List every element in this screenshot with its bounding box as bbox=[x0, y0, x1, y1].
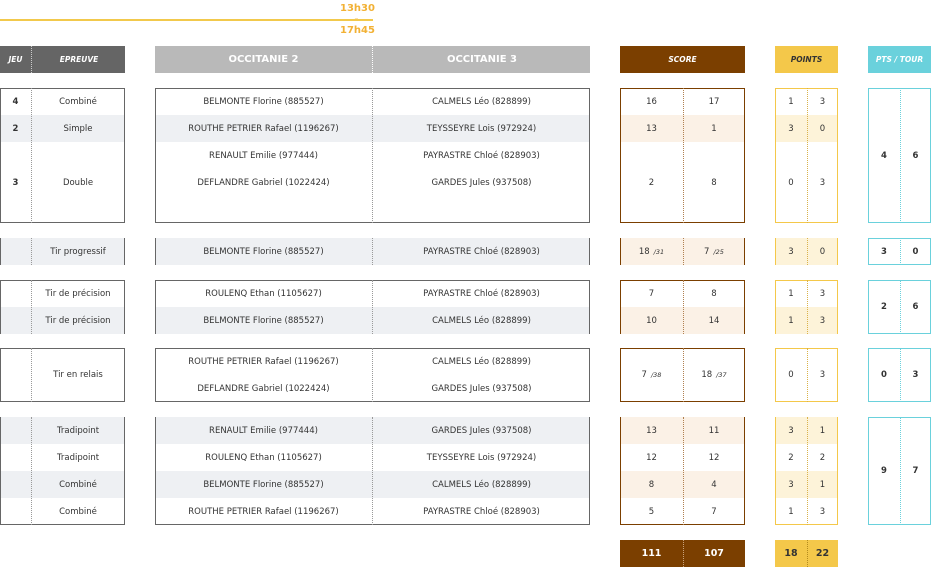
score-number: 17 bbox=[708, 96, 720, 107]
score-number: 16 bbox=[646, 96, 657, 107]
score-number: 12 bbox=[646, 452, 657, 463]
score-number: 18 bbox=[701, 370, 713, 380]
pts-tour-b: 0 bbox=[912, 246, 919, 257]
points-a: 0 bbox=[788, 177, 794, 188]
table-row bbox=[0, 307, 936, 334]
column-divider bbox=[31, 417, 32, 525]
score-value bbox=[620, 169, 683, 196]
points-a: 1 bbox=[788, 506, 794, 517]
score-value bbox=[620, 417, 683, 444]
points-b: 0 bbox=[819, 123, 826, 134]
player-a: RENAULT Emilie (977444) bbox=[209, 425, 318, 436]
epreuve-label: Tir en relais bbox=[53, 370, 103, 380]
score-value bbox=[683, 169, 745, 196]
score-value bbox=[683, 115, 745, 142]
pts-tour-a: 4 bbox=[881, 150, 887, 161]
score-value bbox=[683, 280, 745, 307]
score-value bbox=[683, 307, 745, 334]
player-b: PAYRASTRE Chloé (828903) bbox=[423, 506, 540, 517]
score-number: 4 bbox=[711, 479, 717, 490]
pts-tour-b: 7 bbox=[912, 466, 919, 476]
player-b-1: CALMELS Léo (828899) bbox=[432, 356, 531, 367]
player-b: TEYSSEYRE Lois (972924) bbox=[426, 452, 537, 463]
points-b: 3 bbox=[819, 315, 826, 326]
header-epreuve: EPREUVE bbox=[59, 55, 99, 64]
header-score: SCORE bbox=[620, 46, 745, 73]
player-a: ROUTHE PETRIER Rafael (1196267) bbox=[188, 506, 339, 517]
score-value bbox=[620, 348, 683, 402]
header-teams bbox=[155, 46, 590, 73]
score-value bbox=[620, 307, 683, 334]
pts-tour-b: 3 bbox=[912, 370, 919, 380]
player-a: BELMONTE Florine (885527) bbox=[203, 315, 324, 326]
score-value bbox=[683, 498, 745, 525]
table-row bbox=[0, 115, 936, 142]
points-b: 3 bbox=[819, 177, 826, 188]
column-divider bbox=[372, 238, 373, 265]
player-b: CALMELS Léo (828899) bbox=[432, 479, 531, 490]
points-a: 3 bbox=[788, 123, 794, 134]
total-score bbox=[620, 540, 745, 567]
player-a-2: DEFLANDRE Gabriel (1022424) bbox=[197, 383, 330, 394]
epreuve-label: Tir progressif bbox=[50, 246, 106, 257]
header-jeu-epreuve bbox=[0, 46, 125, 73]
points-b: 3 bbox=[819, 370, 826, 380]
time-slot: 13h30 17h45 bbox=[340, 3, 375, 36]
table-row bbox=[0, 142, 936, 223]
epreuve-label: Tir de précision bbox=[45, 288, 111, 299]
column-divider bbox=[31, 88, 32, 223]
points-b: 3 bbox=[819, 288, 826, 299]
score-total: /25 bbox=[713, 247, 724, 256]
player-a: ROULENQ Ethan (1105627) bbox=[205, 452, 322, 463]
epreuve-label: Tir de précision bbox=[45, 315, 111, 326]
points-a: 0 bbox=[788, 370, 794, 380]
jeu-number: 4 bbox=[12, 96, 19, 107]
epreuve-label: Tradipoint bbox=[56, 452, 100, 463]
score-number: 13 bbox=[646, 425, 657, 436]
points-b: 1 bbox=[819, 479, 826, 490]
pts-tour-b: 6 bbox=[912, 302, 919, 312]
player-a: ROULENQ Ethan (1105627) bbox=[205, 288, 322, 299]
score-value bbox=[620, 115, 683, 142]
player-b: PAYRASTRE Chloé (828903) bbox=[423, 288, 540, 299]
total-score-b: 107 bbox=[704, 548, 724, 559]
score-value bbox=[620, 88, 683, 115]
table-row bbox=[0, 238, 936, 265]
column-divider bbox=[372, 280, 373, 334]
header-jeu: JEU bbox=[8, 55, 23, 64]
table-row bbox=[0, 88, 936, 115]
table-row bbox=[0, 348, 936, 402]
header-team-a: OCCITANIE 2 bbox=[228, 54, 299, 65]
header-team-b: OCCITANIE 3 bbox=[446, 54, 518, 65]
player-a: BELMONTE Florine (885527) bbox=[203, 246, 324, 257]
score-number: 8 bbox=[711, 288, 717, 299]
column-divider bbox=[683, 417, 684, 525]
header-pts-tour: PTS / TOUR bbox=[868, 46, 931, 73]
epreuve-label: Combiné bbox=[59, 479, 97, 490]
column-divider bbox=[372, 348, 373, 402]
score-number: 7 bbox=[704, 246, 710, 257]
epreuve-label: Tradipoint bbox=[56, 425, 100, 436]
player-b-1: PAYRASTRE Chloé (828903) bbox=[423, 150, 540, 161]
score-value bbox=[620, 238, 683, 265]
player-b: PAYRASTRE Chloé (828903) bbox=[423, 246, 540, 257]
column-divider bbox=[683, 238, 684, 265]
column-divider bbox=[807, 280, 808, 334]
column-divider bbox=[683, 348, 684, 402]
points-a: 3 bbox=[788, 425, 794, 436]
score-number: 7 bbox=[711, 506, 717, 517]
score-number: 12 bbox=[708, 452, 720, 463]
column-divider bbox=[683, 88, 684, 223]
column-divider bbox=[372, 88, 373, 223]
column-divider bbox=[807, 88, 808, 223]
player-a: BELMONTE Florine (885527) bbox=[203, 479, 324, 490]
total-points-b: 22 bbox=[815, 548, 830, 559]
score-value bbox=[683, 471, 745, 498]
player-a-2: DEFLANDRE Gabriel (1022424) bbox=[197, 177, 330, 188]
pts-tour-a: 0 bbox=[881, 370, 887, 380]
points-b: 3 bbox=[819, 506, 826, 517]
player-a: BELMONTE Florine (885527) bbox=[203, 96, 324, 107]
table-row bbox=[0, 498, 936, 525]
time-slot-underline bbox=[0, 19, 373, 21]
player-a-1: ROUTHE PETRIER Rafael (1196267) bbox=[188, 356, 339, 367]
score-value bbox=[683, 444, 745, 471]
column-divider bbox=[31, 238, 32, 265]
score-total: /38 bbox=[650, 371, 662, 379]
player-b: TEYSSEYRE Lois (972924) bbox=[426, 123, 537, 134]
player-b: GARDES Jules (937508) bbox=[431, 425, 532, 436]
score-value bbox=[620, 498, 683, 525]
score-value bbox=[620, 471, 683, 498]
column-divider bbox=[807, 417, 808, 525]
score-value bbox=[683, 417, 745, 444]
column-divider bbox=[31, 348, 32, 402]
table-row bbox=[0, 280, 936, 307]
score-value bbox=[683, 348, 745, 402]
points-b: 1 bbox=[819, 425, 826, 436]
player-a-1: RENAULT Emilie (977444) bbox=[209, 150, 318, 161]
score-value bbox=[683, 238, 745, 265]
pts-tour-a: 2 bbox=[881, 302, 887, 312]
points-a: 1 bbox=[788, 288, 794, 299]
table-row bbox=[0, 417, 936, 444]
score-number: 2 bbox=[648, 177, 655, 188]
score-number: 7 bbox=[648, 288, 655, 299]
score-total: /31 bbox=[653, 247, 665, 256]
score-number: 1 bbox=[711, 123, 717, 134]
score-number: 7 bbox=[641, 370, 647, 380]
score-value bbox=[620, 280, 683, 307]
column-divider bbox=[807, 348, 808, 402]
jeu-number: 2 bbox=[12, 123, 19, 134]
jeu-number: 3 bbox=[12, 177, 19, 188]
score-number: 14 bbox=[708, 315, 720, 326]
column-divider bbox=[807, 238, 808, 265]
player-b-2: GARDES Jules (937508) bbox=[431, 177, 532, 188]
column-divider bbox=[683, 280, 684, 334]
points-a: 3 bbox=[788, 246, 794, 257]
points-b: 0 bbox=[819, 246, 826, 257]
score-value bbox=[620, 444, 683, 471]
epreuve-label: Combiné bbox=[59, 506, 97, 517]
pts-tour-b: 6 bbox=[912, 150, 919, 161]
score-number: 8 bbox=[648, 479, 655, 490]
table-row bbox=[0, 444, 936, 471]
total-points bbox=[775, 540, 838, 567]
player-a: ROUTHE PETRIER Rafael (1196267) bbox=[188, 123, 339, 134]
epreuve-label: Combiné bbox=[59, 96, 97, 107]
column-divider bbox=[372, 417, 373, 525]
pts-tour-a: 9 bbox=[881, 466, 887, 476]
player-b: CALMELS Léo (828899) bbox=[432, 96, 531, 107]
column-divider bbox=[31, 280, 32, 334]
pts-tour-a: 3 bbox=[881, 246, 887, 257]
score-total: /37 bbox=[716, 371, 727, 379]
points-b: 3 bbox=[819, 96, 826, 107]
total-score-a: 111 bbox=[641, 548, 662, 559]
header-points: POINTS bbox=[775, 46, 838, 73]
epreuve-label: Simple bbox=[63, 123, 93, 134]
points-b: 2 bbox=[819, 452, 826, 463]
points-a: 2 bbox=[788, 452, 794, 463]
points-a: 1 bbox=[788, 315, 794, 326]
total-points-a: 18 bbox=[784, 548, 798, 559]
points-a: 1 bbox=[788, 96, 794, 107]
points-a: 3 bbox=[788, 479, 794, 490]
score-number: 5 bbox=[648, 506, 655, 517]
score-number: 11 bbox=[708, 425, 720, 436]
score-value bbox=[683, 88, 745, 115]
score-number: 8 bbox=[711, 177, 717, 188]
score-number: 10 bbox=[646, 315, 657, 326]
table-row bbox=[0, 471, 936, 498]
epreuve-label: Double bbox=[62, 177, 94, 188]
score-number: 13 bbox=[646, 123, 657, 134]
player-b: CALMELS Léo (828899) bbox=[432, 315, 531, 326]
player-b-2: GARDES Jules (937508) bbox=[431, 383, 532, 394]
score-number: 18 bbox=[638, 246, 650, 257]
